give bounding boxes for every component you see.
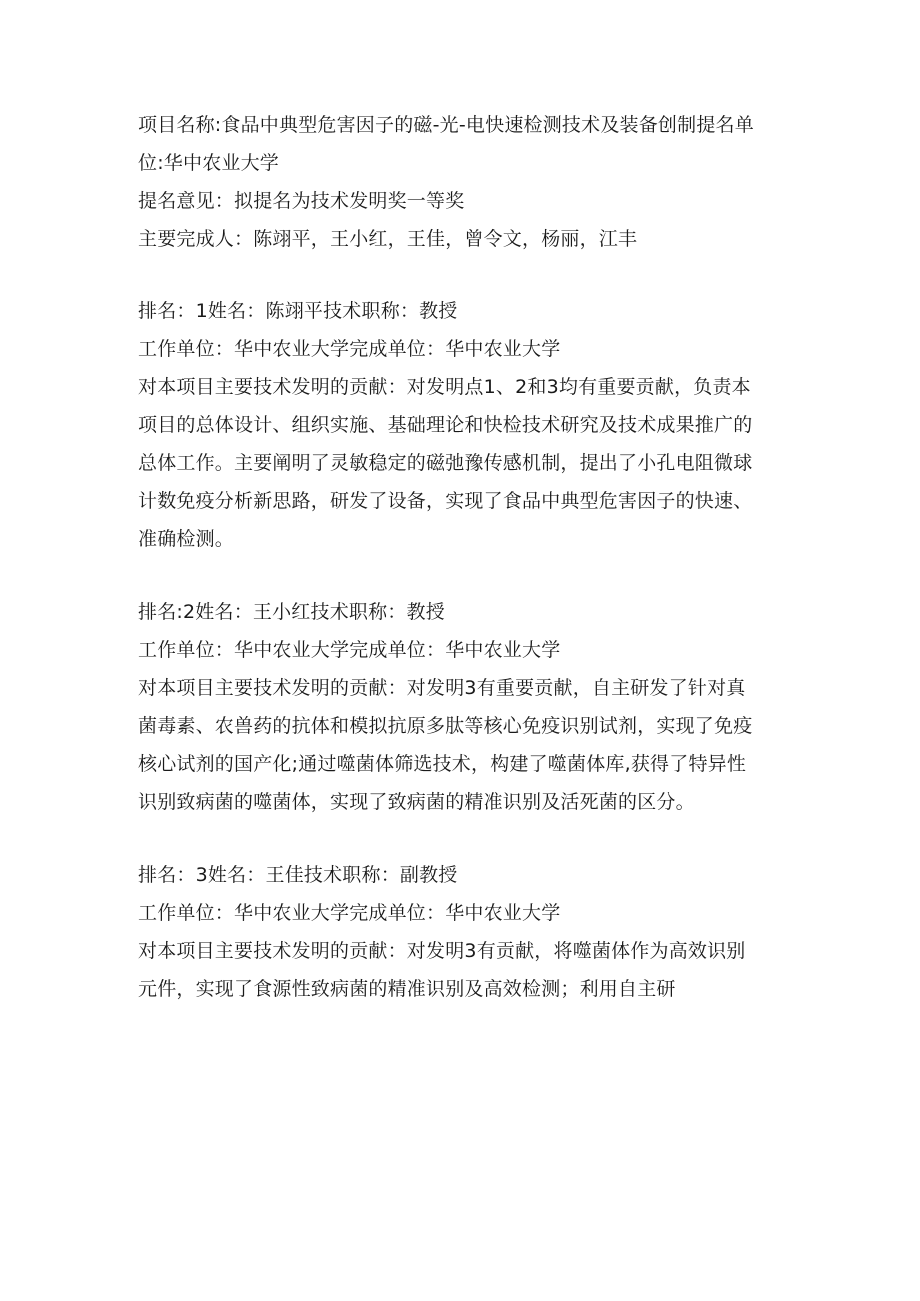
person-block-1: [138, 298, 788, 552]
contribution-line: 对本项目主要技术发明的贡献：对发明点1、2和3均有重要贡献，负责本: [138, 376, 751, 398]
nomination-opinion: 提名意见：拟提名为技术发明奖一等奖: [138, 190, 465, 212]
contribution-line: 元件，实现了食源性致病菌的精准识别及高效检测；利用自主研: [138, 978, 676, 1000]
person-block-2: [138, 599, 788, 815]
project-name-line-1: 项目名称:食品中典型危害因子的磁-光-电快速检测技术及装备创制提名单: [138, 114, 754, 136]
project-name-line-2: 位:华中农业大学: [138, 152, 280, 174]
contribution-line: 对本项目主要技术发明的贡献：对发明3有重要贡献，自主研发了针对真: [138, 677, 746, 699]
contribution-line: 项目的总体设计、组织实施、基础理论和快检技术研究及技术成果推广的: [138, 414, 753, 436]
main-completers: 主要完成人：陈翊平，王小红，王佳，曾令文，杨丽，江丰: [138, 228, 638, 250]
contribution-line: 计数免疫分析新思路，研发了设备，实现了食品中典型危害因子的快速、: [138, 490, 753, 512]
person-unit: 工作单位：华中农业大学完成单位：华中农业大学: [138, 639, 561, 661]
contribution-line: 对本项目主要技术发明的贡献：对发明3有贡献，将噬菌体作为高效识别: [138, 940, 746, 962]
person-unit: 工作单位：华中农业大学完成单位：华中农业大学: [138, 902, 561, 924]
project-info: [138, 112, 788, 252]
person-header: 排名：1姓名：陈翊平技术职称：教授: [138, 300, 458, 322]
contribution-line: 核心试剂的国产化;通过噬菌体筛选技术，构建了噬菌体库,获得了特异性: [138, 753, 747, 775]
person-header: 排名:2姓名：王小红技术职称：教授: [138, 601, 445, 623]
contribution-line: 识别致病菌的噬菌体，实现了致病菌的精准识别及活死菌的区分。: [138, 791, 695, 813]
contribution-line: 菌毒素、农兽药的抗体和模拟抗原多肽等核心免疫识别试剂，实现了免疫: [138, 715, 753, 737]
person-unit: 工作单位：华中农业大学完成单位：华中农业大学: [138, 338, 561, 360]
document-page: [138, 112, 788, 1002]
person-block-3: [138, 862, 788, 1002]
contribution-line: 准确检测。: [138, 528, 235, 550]
contribution-line: 总体工作。主要阐明了灵敏稳定的磁弛豫传感机制，提出了小孔电阻微球: [138, 452, 753, 474]
person-header: 排名：3姓名：王佳技术职称：副教授: [138, 864, 458, 886]
